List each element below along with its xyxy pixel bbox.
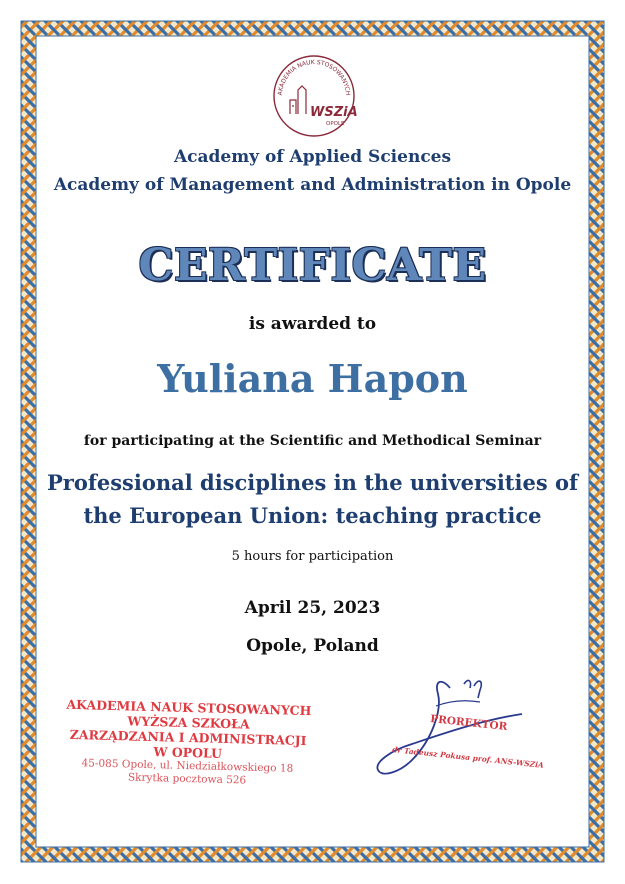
- stamp-line-1: AKADEMIA NAUK STOSOWANYCH: [66, 696, 312, 719]
- hours-text: 5 hours for participation: [231, 549, 394, 564]
- seminar-line-2: the European Union: teaching practice: [83, 503, 542, 528]
- event-date: April 25, 2023: [244, 598, 381, 618]
- academy-logo: [268, 50, 360, 142]
- institution-line-2: Academy of Management and Administration in Opole: [53, 175, 572, 195]
- seminar-line-1: Professional disciplines in the universities of: [46, 470, 579, 495]
- awarded-text: is awarded to: [248, 314, 377, 334]
- stamp-line-4: W OPOLU: [153, 744, 223, 761]
- stamp-line-2: WYŻSZA SZKOŁA: [127, 713, 250, 732]
- signature: [372, 670, 572, 790]
- prorector-name: dr Tadeusz Pokusa prof. ANS-WSZiA: [391, 745, 545, 770]
- stamp-line-3: ZARZĄDZANIA I ADMINISTRACJI: [69, 726, 307, 749]
- recipient-name: Yuliana Hapon: [157, 356, 468, 401]
- stamp-line-6: Skrytka pocztowa 526: [127, 771, 247, 787]
- certificate-title: CERTIFICATE: [138, 240, 487, 291]
- svg-text:AKADEMIA NAUK STOSOWANYCH: [277, 59, 351, 96]
- institution-line-1: Academy of Applied Sciences: [173, 147, 452, 167]
- logo-city: OPOLE: [326, 121, 345, 127]
- institution-names: [0, 143, 625, 199]
- prorector-title: PROREKTOR: [429, 713, 508, 734]
- purpose-text: for participating at the Scientific and Methodical Seminar: [83, 433, 542, 449]
- logo-ring-text: AKADEMIA NAUK STOSOWANYCH: [276, 58, 352, 96]
- stamp-line-5: 45-085 Opole, ul. Niedziałkowskiego 18: [81, 757, 294, 775]
- event-place: Opole, Poland: [246, 636, 379, 656]
- seminar-title: [0, 466, 625, 532]
- logo-brand: WSZiA: [310, 105, 358, 120]
- institution-stamp: [57, 697, 319, 790]
